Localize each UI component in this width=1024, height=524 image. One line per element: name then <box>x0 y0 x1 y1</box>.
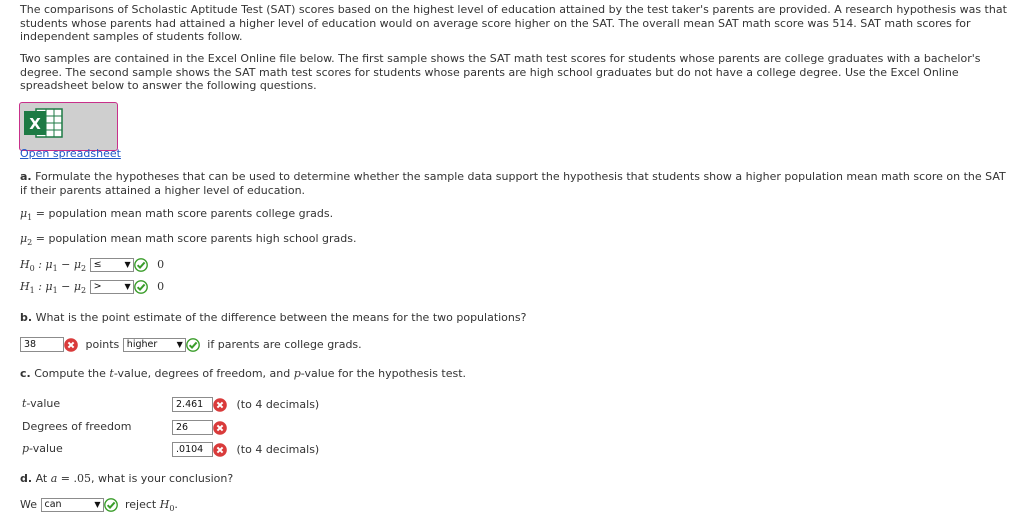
h1-row <box>20 280 164 298</box>
part-c-text-post: -value for the hypothesis test. <box>300 367 467 380</box>
chevron-down-icon: ▼ <box>124 260 131 269</box>
part-b-question <box>20 311 526 325</box>
intro-paragraph-2: Two samples are contained in the Excel Online file below. The first sample shows the SAT math test scores for students whose parents are college graduates with a bachelor's degree. The second sample shows the SAT math test scores for students whose parents are high school graduates but do not have a college degree. Use the Excel Online spreadsheet below to answer the following questions. <box>20 52 981 92</box>
part-d-answer-row: We can ▼ reject $H_0$. <box>20 498 178 514</box>
part-c-text-mid: -value, degrees of freedom, and <box>113 367 294 380</box>
p-value-label: p-value <box>22 442 63 455</box>
check-icon <box>186 338 200 352</box>
part-a-question <box>20 170 1010 197</box>
open-spreadsheet-link[interactable]: Open spreadsheet <box>20 147 121 160</box>
svg-text:X: X <box>29 115 41 133</box>
mu1-text: = population mean math score parents college grads. <box>35 207 334 220</box>
part-d-text-pre: At <box>35 472 48 485</box>
mu1-symbol: $\mu_1$ <box>20 207 33 223</box>
p-value-note: (to 4 decimals) <box>236 442 320 456</box>
reject-label: reject <box>125 498 157 511</box>
part-a-label: a. <box>20 170 32 183</box>
part-d-text-post: , what is your conclusion? <box>91 472 234 485</box>
chevron-down-icon: ▼ <box>176 339 183 349</box>
part-b-label: b. <box>20 311 33 324</box>
part-c-question <box>20 367 466 381</box>
p-symbol: p <box>293 367 301 380</box>
alpha-symbol: a <box>50 472 58 485</box>
x-icon <box>213 443 227 457</box>
mu1-definition <box>20 207 333 225</box>
mu2-text: = population mean math score parents high school grads. <box>35 232 357 245</box>
t-value-note: (to 4 decimals) <box>236 397 320 411</box>
part-b-text: What is the point estimate of the difference between the means for the two populations? <box>35 311 527 324</box>
part-b-answer-row <box>20 337 362 352</box>
part-b-suffix: if parents are college grads. <box>207 337 362 351</box>
direction-select[interactable]: higher ▼ <box>123 338 186 352</box>
x-icon <box>64 338 78 352</box>
x-icon <box>213 421 227 435</box>
check-icon <box>134 280 148 294</box>
alpha-value: .05 <box>73 472 91 485</box>
h1-rhs: 0 <box>157 280 165 293</box>
h0-symbol: $H_0$ <box>159 498 175 514</box>
h0-operator-select[interactable]: ≤ ▼ <box>90 258 134 272</box>
intro-paragraph-1: The comparisons of Scholastic Aptitude Test (SAT) scores based on the highest level of education attained by the test taker's parents are provided. A research hypothesis was that students whose parents had attained a higher level of education would on average score higher on the SAT. The overall mean SAT math score was 514. SAT math scores for independent samples of students follow. <box>20 3 1007 43</box>
chevron-down-icon: ▼ <box>94 500 101 509</box>
spreadsheet-thumbnail[interactable] <box>19 102 118 151</box>
t-value-label: t-value <box>22 397 61 410</box>
points-label: points <box>85 337 120 351</box>
df-input[interactable]: 26 <box>172 420 213 435</box>
conclusion-select[interactable]: can ▼ <box>41 498 104 512</box>
t-symbol: t <box>109 367 114 380</box>
chevron-down-icon: ▼ <box>124 282 131 291</box>
point-estimate-input[interactable]: 38 <box>20 337 64 352</box>
h1-operator-select[interactable]: > ▼ <box>90 280 134 294</box>
excel-icon <box>24 107 64 139</box>
h0-rhs: 0 <box>157 258 165 271</box>
mu2-symbol: $\mu_2$ <box>20 232 33 248</box>
h0-expression: $H_0$ : $\mu_1 - \mu_2$ <box>20 258 87 274</box>
part-d-label: d. <box>20 472 33 485</box>
x-icon <box>213 398 227 412</box>
h1-expression: $H_1$ : $\mu_1 - \mu_2$ <box>20 280 87 296</box>
check-icon <box>134 258 148 272</box>
part-c-label: c. <box>20 367 31 380</box>
p-value-input[interactable]: .0104 <box>172 442 213 457</box>
part-d-question: d. At a = .05, what is your conclusion? <box>20 472 234 485</box>
h0-row <box>20 258 164 276</box>
part-a-text: Formulate the hypotheses that can be used to determine whether the sample data support the hypothesis that students show a higher population mean math score on the SAT if their parents attained a higher level of education. <box>20 170 1006 197</box>
t-value-input[interactable]: 2.461 <box>172 397 213 412</box>
part-c-text-pre: Compute the <box>34 367 110 380</box>
we-label: We <box>20 498 37 511</box>
df-label: Degrees of freedom <box>22 420 132 433</box>
mu2-definition <box>20 232 356 250</box>
check-icon <box>104 498 118 512</box>
